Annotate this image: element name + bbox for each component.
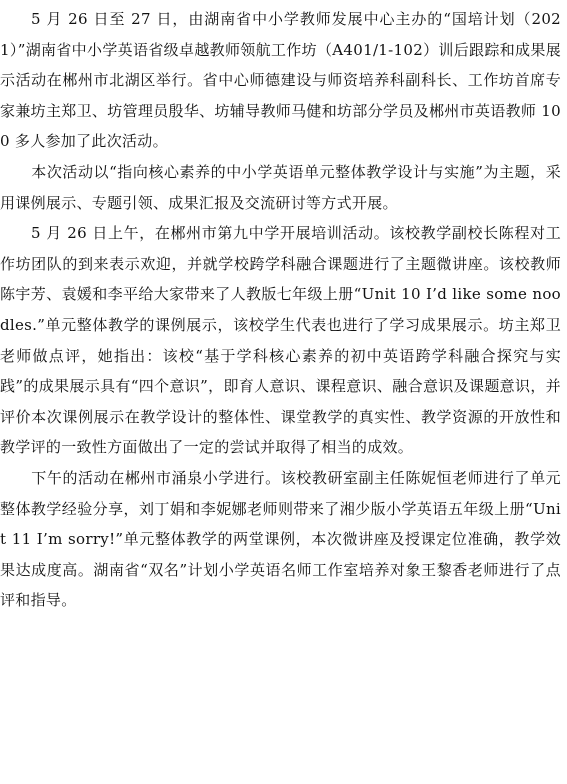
paragraph-text: 5 月 26 日至 27 日，由湖南省中小学教师发展中心主办的“国培计划（2021）”湖南省中小学英语省级卓越教师领航工作坊（A401/1-102）训后跟踪和成果展示活动在郴州市北湖区举行。省中心师德建设与师资培养科副科长、工作坊首席专家兼坊主郑卫、坊管理员殷华、坊辅导教师马健和坊部分学员及郴州市英语教师 100 多人参加了此次活动。 <box>0 10 561 151</box>
article-body <box>0 4 561 616</box>
paragraph-text: 5 月 26 日上午，在郴州市第九中学开展培训活动。该校教学副校长陈程对工作坊团队的到来表示欢迎，并就学校跨学科融合课题进行了主题微讲座。该校教师陈宇芳、袁媛和李平给大家带来了人教版七年级上册“Unit 10 I’d like some noodles.”单元整体教学的课例展示，该校学生代表也进行了学习成果展示。坊主郑卫老师做点评，她指出：该校“基于学科核心素养的初中英语跨学科融合探究与实践”的成果展示具有“四个意识”，即育人意识、课程意识、融合意识及课题意识，并评价本次课例展示在教学设计的整体性、课堂教学的真实性、教学资源的开放性和教学评的一致性方面做出了一定的尝试并取得了相当的成效。 <box>0 224 561 457</box>
paragraph-text: 本次活动以“指向核心素养的中小学英语单元整体教学设计与实施”为主题，采用课例展示、专题引领、成果汇报及交流研讨等方式开展。 <box>0 162 561 212</box>
paragraph-event-overview <box>0 4 561 157</box>
paragraph-text: 下午的活动在郴州市涌泉小学进行。该校教研室副主任陈妮恒老师进行了单元整体教学经验分享，刘丁娟和李妮娜老师则带来了湘少版小学英语五年级上册“Unit 11 I’m sorry!”单元整体教学的两堂课例，本次微讲座及授课定位准确，教学效果达成度高。湖南省“双名”计划小学英语名师工作室培养对象王黎香老师进行了点评和指导。 <box>0 468 561 610</box>
paragraph-afternoon-session <box>0 463 561 616</box>
paragraph-morning-session <box>0 218 561 463</box>
paragraph-activity-theme <box>0 157 561 218</box>
